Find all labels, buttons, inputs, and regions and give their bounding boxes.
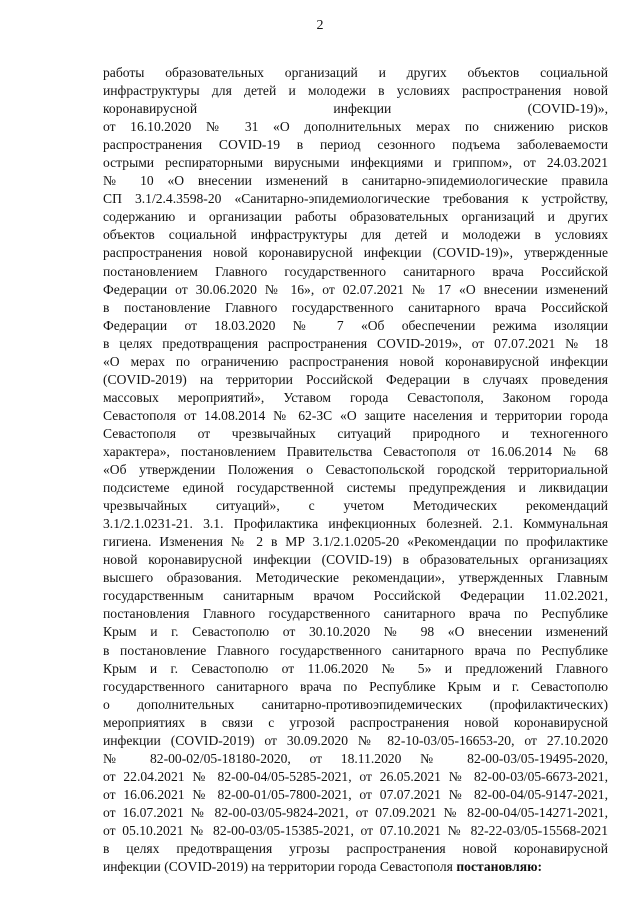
- text-line: от 16.10.2020 № 31 «О дополнительных мерах по снижению рисков: [103, 119, 608, 135]
- text-line: государственного санитарного врача по Республике Крым и г. Севастополю: [103, 678, 608, 694]
- text-line: Севастополя от 14.08.2014 № 62-ЗС «О защите населения и территории города: [103, 407, 608, 423]
- text-line: Федерации от 30.06.2020 № 16», от 02.07.2021 № 17 «О внесении изменений: [103, 281, 608, 297]
- text-line: Федерации от 18.03.2020 № 7 «Об обеспечении режима изоляции: [103, 317, 608, 333]
- text-line: от 16.06.2021 № 82-00-01/05-7800-2021, от 07.07.2021 № 82-00-04/05-9147-2021,: [103, 786, 608, 802]
- text-line: СП 3.1/2.4.3598-20 «Санитарно-эпидемиологические требования к устройству,: [103, 191, 608, 207]
- text-line: инфраструктуры для детей и молодежи в условиях распространения новой: [103, 83, 608, 99]
- text-line: распространения COVID-19 в период сезонного подъема заболеваемости: [103, 137, 608, 153]
- text-line: Крым и г. Севастополю от 30.10.2020 № 98 «О внесении изменений: [103, 624, 608, 640]
- text-line: «Об утверждении Положения о Севастопольской городской территориальной: [103, 462, 608, 478]
- text-line: подсистеме единой государственной системы предупреждения и ликвидации: [103, 480, 608, 496]
- text-line: в постановление Главного государственного санитарного врача по Республике: [103, 642, 608, 658]
- text-line: в целях предотвращения распространения COVID-2019», от 07.07.2021 № 18: [103, 335, 608, 351]
- text-line: Крым и г. Севастополю от 11.06.2020 № 5» и предложений Главного: [103, 660, 608, 676]
- text-line: в целях предотвращения угрозы распространения новой коронавирусной: [103, 841, 608, 857]
- text-line: Севастополя от чрезвычайных ситуаций природного и техногенного: [103, 425, 608, 441]
- text-line: работы образовательных организаций и других объектов социальной: [103, 65, 608, 80]
- final-line-text: инфекции (COVID-2019) на территории города Севастополя: [103, 859, 457, 875]
- text-line: распространения новой коронавирусной инфекции (COVID-19)», утвержденные: [103, 245, 608, 261]
- text-line: № 82-00-02/05-18180-2020, от 18.11.2020 № 82-00-03/05-19495-2020,: [103, 750, 608, 766]
- text-line: новой коронавирусной инфекции (COVID-19) в образовательных организациях: [103, 552, 608, 568]
- text-line: мероприятиях в связи с угрозой распространения новой коронавирусной: [103, 714, 608, 730]
- page-number: 2: [316, 18, 324, 33]
- text-line: «О мерах по ограничению распространения новой коронавирусной инфекции: [103, 353, 608, 369]
- text-line: от 22.04.2021 № 82-00-04/05-5285-2021, от 26.05.2021 № 82-00-03/05-6673-2021,: [103, 768, 608, 784]
- text-line: объектов социальной инфраструктуры для детей и молодежи в условиях: [103, 227, 608, 243]
- text-line: гигиена. Изменения № 2 в МР 3.1/2.1.0205-20 «Рекомендации по профилактике: [103, 534, 608, 550]
- text-line: о дополнительных санитарно-противоэпидемических (профилактических): [103, 696, 608, 712]
- text-line: государственным санитарным врачом Российской Федерации 11.02.2021,: [103, 588, 608, 604]
- text-line: высшего образования. Методические рекомендации», утвержденных Главным: [103, 570, 608, 586]
- text-line: массовых мероприятий», Уставом города Севастополя, Законом города: [103, 389, 608, 405]
- text-line: от 16.07.2021 № 82-00-03/05-9824-2021, от 07.09.2021 № 82-00-04/05-14271-2021,: [103, 804, 608, 820]
- document-body: [103, 64, 608, 876]
- final-line: [103, 858, 608, 876]
- resolution-keyword: постановляю:: [456, 859, 542, 875]
- text-line: № 10 «О внесении изменений в санитарно-эпидемиологические правила: [103, 173, 608, 189]
- text-line: острыми респираторными вирусными инфекциями и гриппом», от 24.03.2021: [103, 155, 608, 171]
- text-line: от 05.10.2021 № 82-00-03/05-15385-2021, от 07.10.2021 № 82-22-03/05-15568-2021: [103, 822, 608, 838]
- text-line: в постановление Главного государственного санитарного врача Российской: [103, 299, 608, 315]
- text-line: коронавирусной инфекции (COVID-19)»,: [103, 101, 608, 117]
- text-line: чрезвычайных ситуаций», с учетом Методических рекомендаций: [103, 498, 608, 514]
- text-line: постановления Главного государственного санитарного врача по Республике: [103, 606, 608, 622]
- text-line: 3.1/2.1.0231-21. 3.1. Профилактика инфекционных болезней. 2.1. Коммунальная: [103, 516, 608, 532]
- text-line: характера», постановлением Правительства Севастополя от 16.06.2014 № 68: [103, 443, 608, 459]
- text-line: постановлением Главного государственного санитарного врача Российской: [103, 263, 608, 279]
- text-line: содержанию и организации работы образовательных организаций и других: [103, 209, 608, 225]
- text-line: инфекции (COVID-2019) от 30.09.2020 № 82-10-03/05-16653-20, от 27.10.2020: [103, 732, 608, 748]
- text-line: (COVID-2019) на территории Российской Федерации в случаях проведения: [103, 371, 608, 387]
